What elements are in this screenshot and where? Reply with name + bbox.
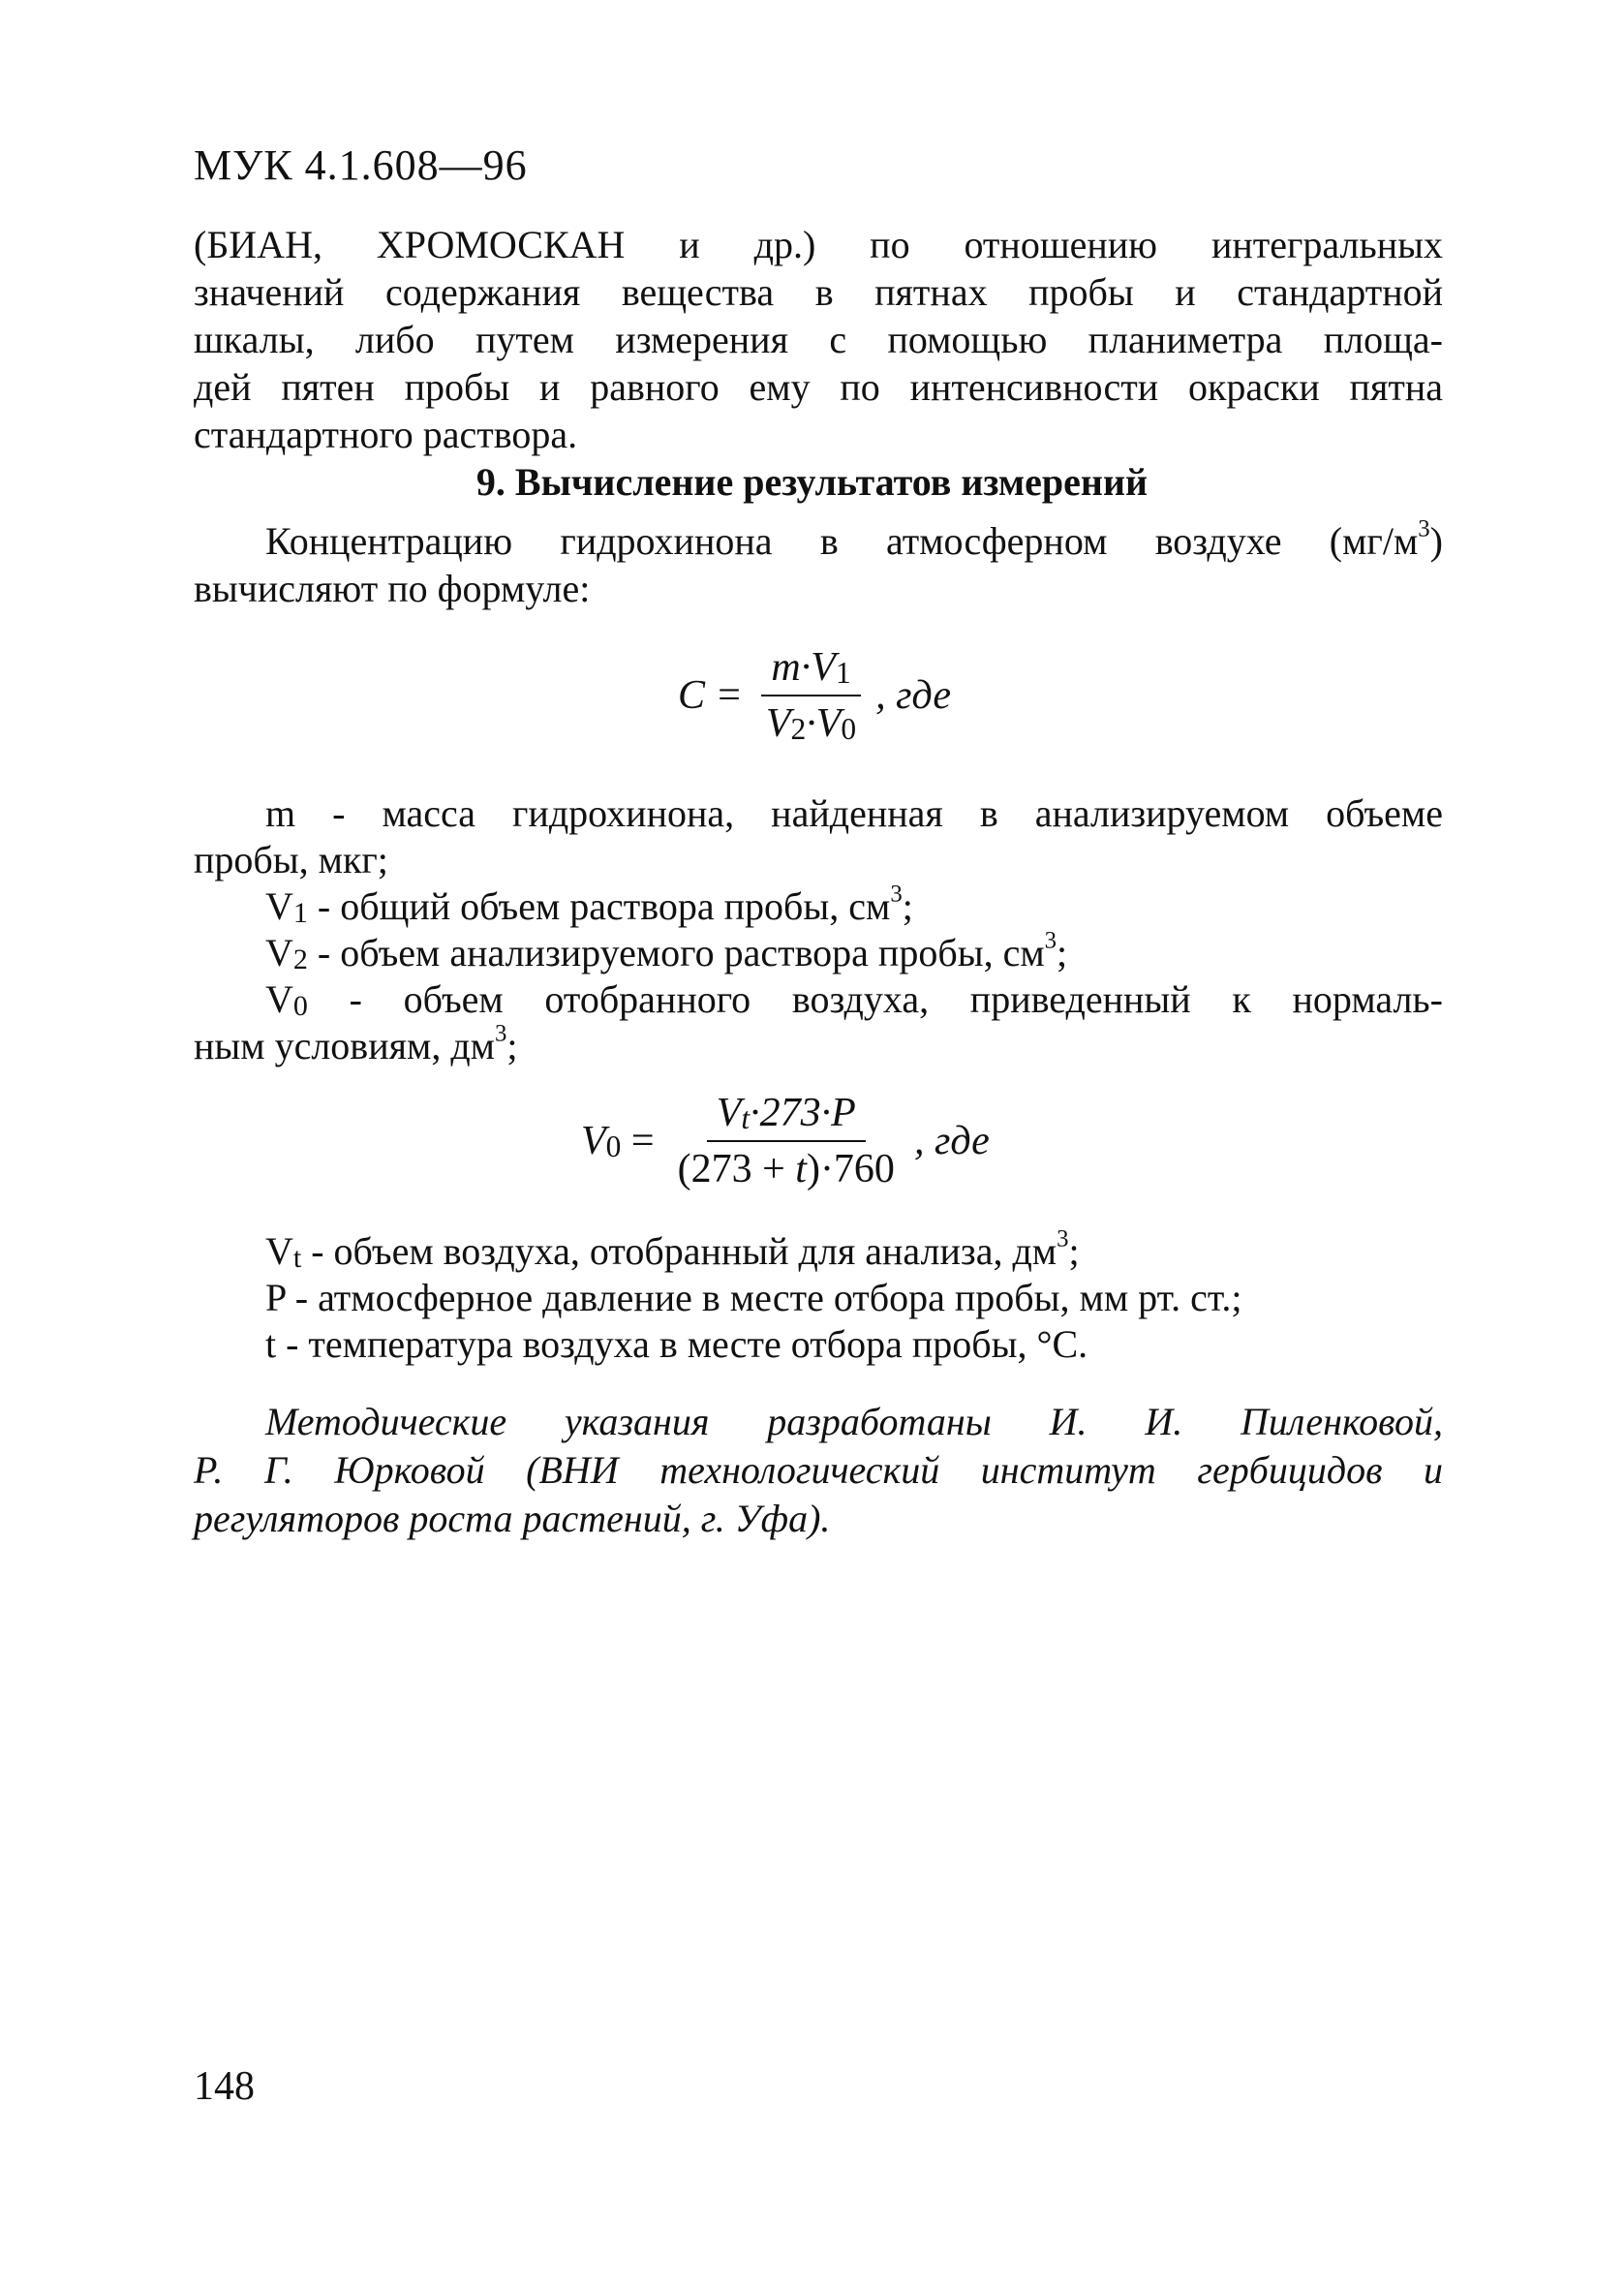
lead-line-1-end: ) — [1429, 519, 1443, 563]
def-v1 — [194, 883, 1443, 930]
formula-v0-lhs-sub: 0 — [605, 1129, 622, 1164]
def-vt-text: - объем воздуха, отобранный для анализа, дм — [301, 1229, 1057, 1273]
def-v0-line-1 — [194, 976, 1443, 1023]
section-title: 9. Вычисление результатов измерений — [475, 460, 1149, 504]
def-vt-sub: t — [292, 1242, 302, 1274]
formula-c-fraction — [756, 644, 866, 747]
intro-line: (БИАН, ХРОМОСКАН и др.) по отношению интегральных — [194, 223, 1443, 266]
formula-v0-num-b: ·273·P — [750, 1091, 856, 1135]
def-v2-sup: 3 — [1044, 927, 1057, 954]
formula-c-den-b-sub: 0 — [841, 712, 857, 747]
formula-v0-lhs — [581, 1118, 655, 1164]
formula-v0-lhs-symbol: V — [581, 1119, 606, 1163]
def-v0-text: - объем отобранного воздуха, приведенный к нормаль- — [307, 977, 1443, 1021]
authors-note — [194, 1398, 1443, 1543]
def-v0-sup: 3 — [494, 1020, 507, 1047]
lead-line-1-sup: 3 — [1418, 515, 1430, 542]
def-v0-sub: 0 — [292, 990, 308, 1022]
lead-line-1-text: Концентрацию гидрохинона в атмосферном воздухе (мг/м — [265, 519, 1419, 563]
formula-c-num-sub: 1 — [835, 656, 851, 691]
def-p: P - атмосферное давление в месте отбора пробы, мм рт. ст.; — [265, 1276, 1242, 1319]
intro-line: значений содержания вещества в пятнах пробы и стандартной — [194, 270, 1443, 314]
formula-v0-num-a: V — [716, 1091, 742, 1135]
def-v2-symbol: V — [265, 931, 293, 974]
formula-v0-num-sub: t — [741, 1101, 751, 1136]
formula-c-where: , где — [875, 673, 951, 718]
note-line: Методические указания разработаны И. И. Пиленковой, — [265, 1400, 1443, 1443]
formula-v0-den-a: (273 + — [677, 1147, 796, 1191]
note-line: Р. Г. Юрковой (ВНИ технологический институт гербицидов и — [194, 1448, 1443, 1492]
formula-c-den-a-sub: 2 — [790, 712, 807, 747]
formula-v0-fraction — [668, 1090, 904, 1192]
formula-c-numerator — [761, 644, 860, 696]
def-v1-sub: 1 — [292, 897, 308, 929]
def-t: t - температура воздуха в месте отбора пробы, °С. — [265, 1322, 1088, 1366]
def-v1-text: - общий объем раствора пробы, см — [307, 884, 891, 928]
note-line: регуляторов роста растений, г. Уфа). — [194, 1497, 831, 1540]
def-vt-sup: 3 — [1057, 1225, 1069, 1253]
formula-c-lhs: C = — [678, 673, 743, 718]
formula-c-den-a: V — [765, 701, 791, 746]
def-v0-line-2 — [194, 1020, 1443, 1069]
formula-c-num-text: m·V — [771, 645, 836, 690]
def-v2-end: ; — [1057, 931, 1068, 974]
formula-v0-eq: = — [621, 1119, 655, 1163]
def-v1-sup: 3 — [890, 881, 903, 908]
def-m-line-2: пробы, мкг; — [194, 838, 388, 882]
formula-v0-where: , где — [913, 1119, 990, 1163]
def-v2-sub: 2 — [292, 943, 308, 975]
def-vt-end: ; — [1068, 1229, 1080, 1273]
def-v1-end: ; — [902, 884, 913, 928]
def-v2 — [194, 927, 1443, 976]
def-v2-text: - объем анализируемого раствора пробы, см — [307, 931, 1045, 974]
intro-line: дей пятен пробы и равного ему по интенсивности окраски пятна — [194, 365, 1443, 409]
def-m-line-1: m - масса гидрохинона, найденная в анализируемом объеме — [265, 791, 1443, 835]
formula-v0-den-t: t — [795, 1147, 807, 1191]
intro-line: стандартного раствора. — [194, 413, 578, 456]
variable-definitions-1 — [194, 790, 1443, 1069]
lead-line-1 — [194, 517, 1443, 565]
lead-line-2: вычисляют по формуле: — [194, 567, 591, 610]
def-vt — [194, 1225, 1443, 1275]
formula-c-den-b: ·V — [806, 701, 842, 746]
formula-normalized-volume — [581, 1090, 990, 1192]
page-number: 148 — [194, 2064, 255, 2109]
intro-line: шкалы, либо путем измерения с помощью планиметра площа- — [194, 318, 1443, 361]
variable-definitions-2 — [194, 1225, 1443, 1368]
formula-v0-den-b: )·760 — [806, 1147, 895, 1191]
formula-v0-denominator — [668, 1142, 904, 1192]
def-v0-end: ; — [506, 1024, 518, 1067]
lead-paragraph — [194, 517, 1443, 612]
def-vt-symbol: V — [265, 1229, 293, 1273]
formula-concentration — [678, 644, 951, 747]
formula-c-denominator — [756, 696, 866, 747]
intro-paragraph — [194, 221, 1443, 458]
formula-v0-numerator — [707, 1090, 866, 1142]
def-v0-symbol: V — [265, 977, 293, 1021]
def-v0-line-2-text: ным условиям, дм — [194, 1024, 495, 1067]
document-code: МУК 4.1.608—96 — [194, 141, 528, 189]
def-v1-symbol: V — [265, 884, 293, 928]
